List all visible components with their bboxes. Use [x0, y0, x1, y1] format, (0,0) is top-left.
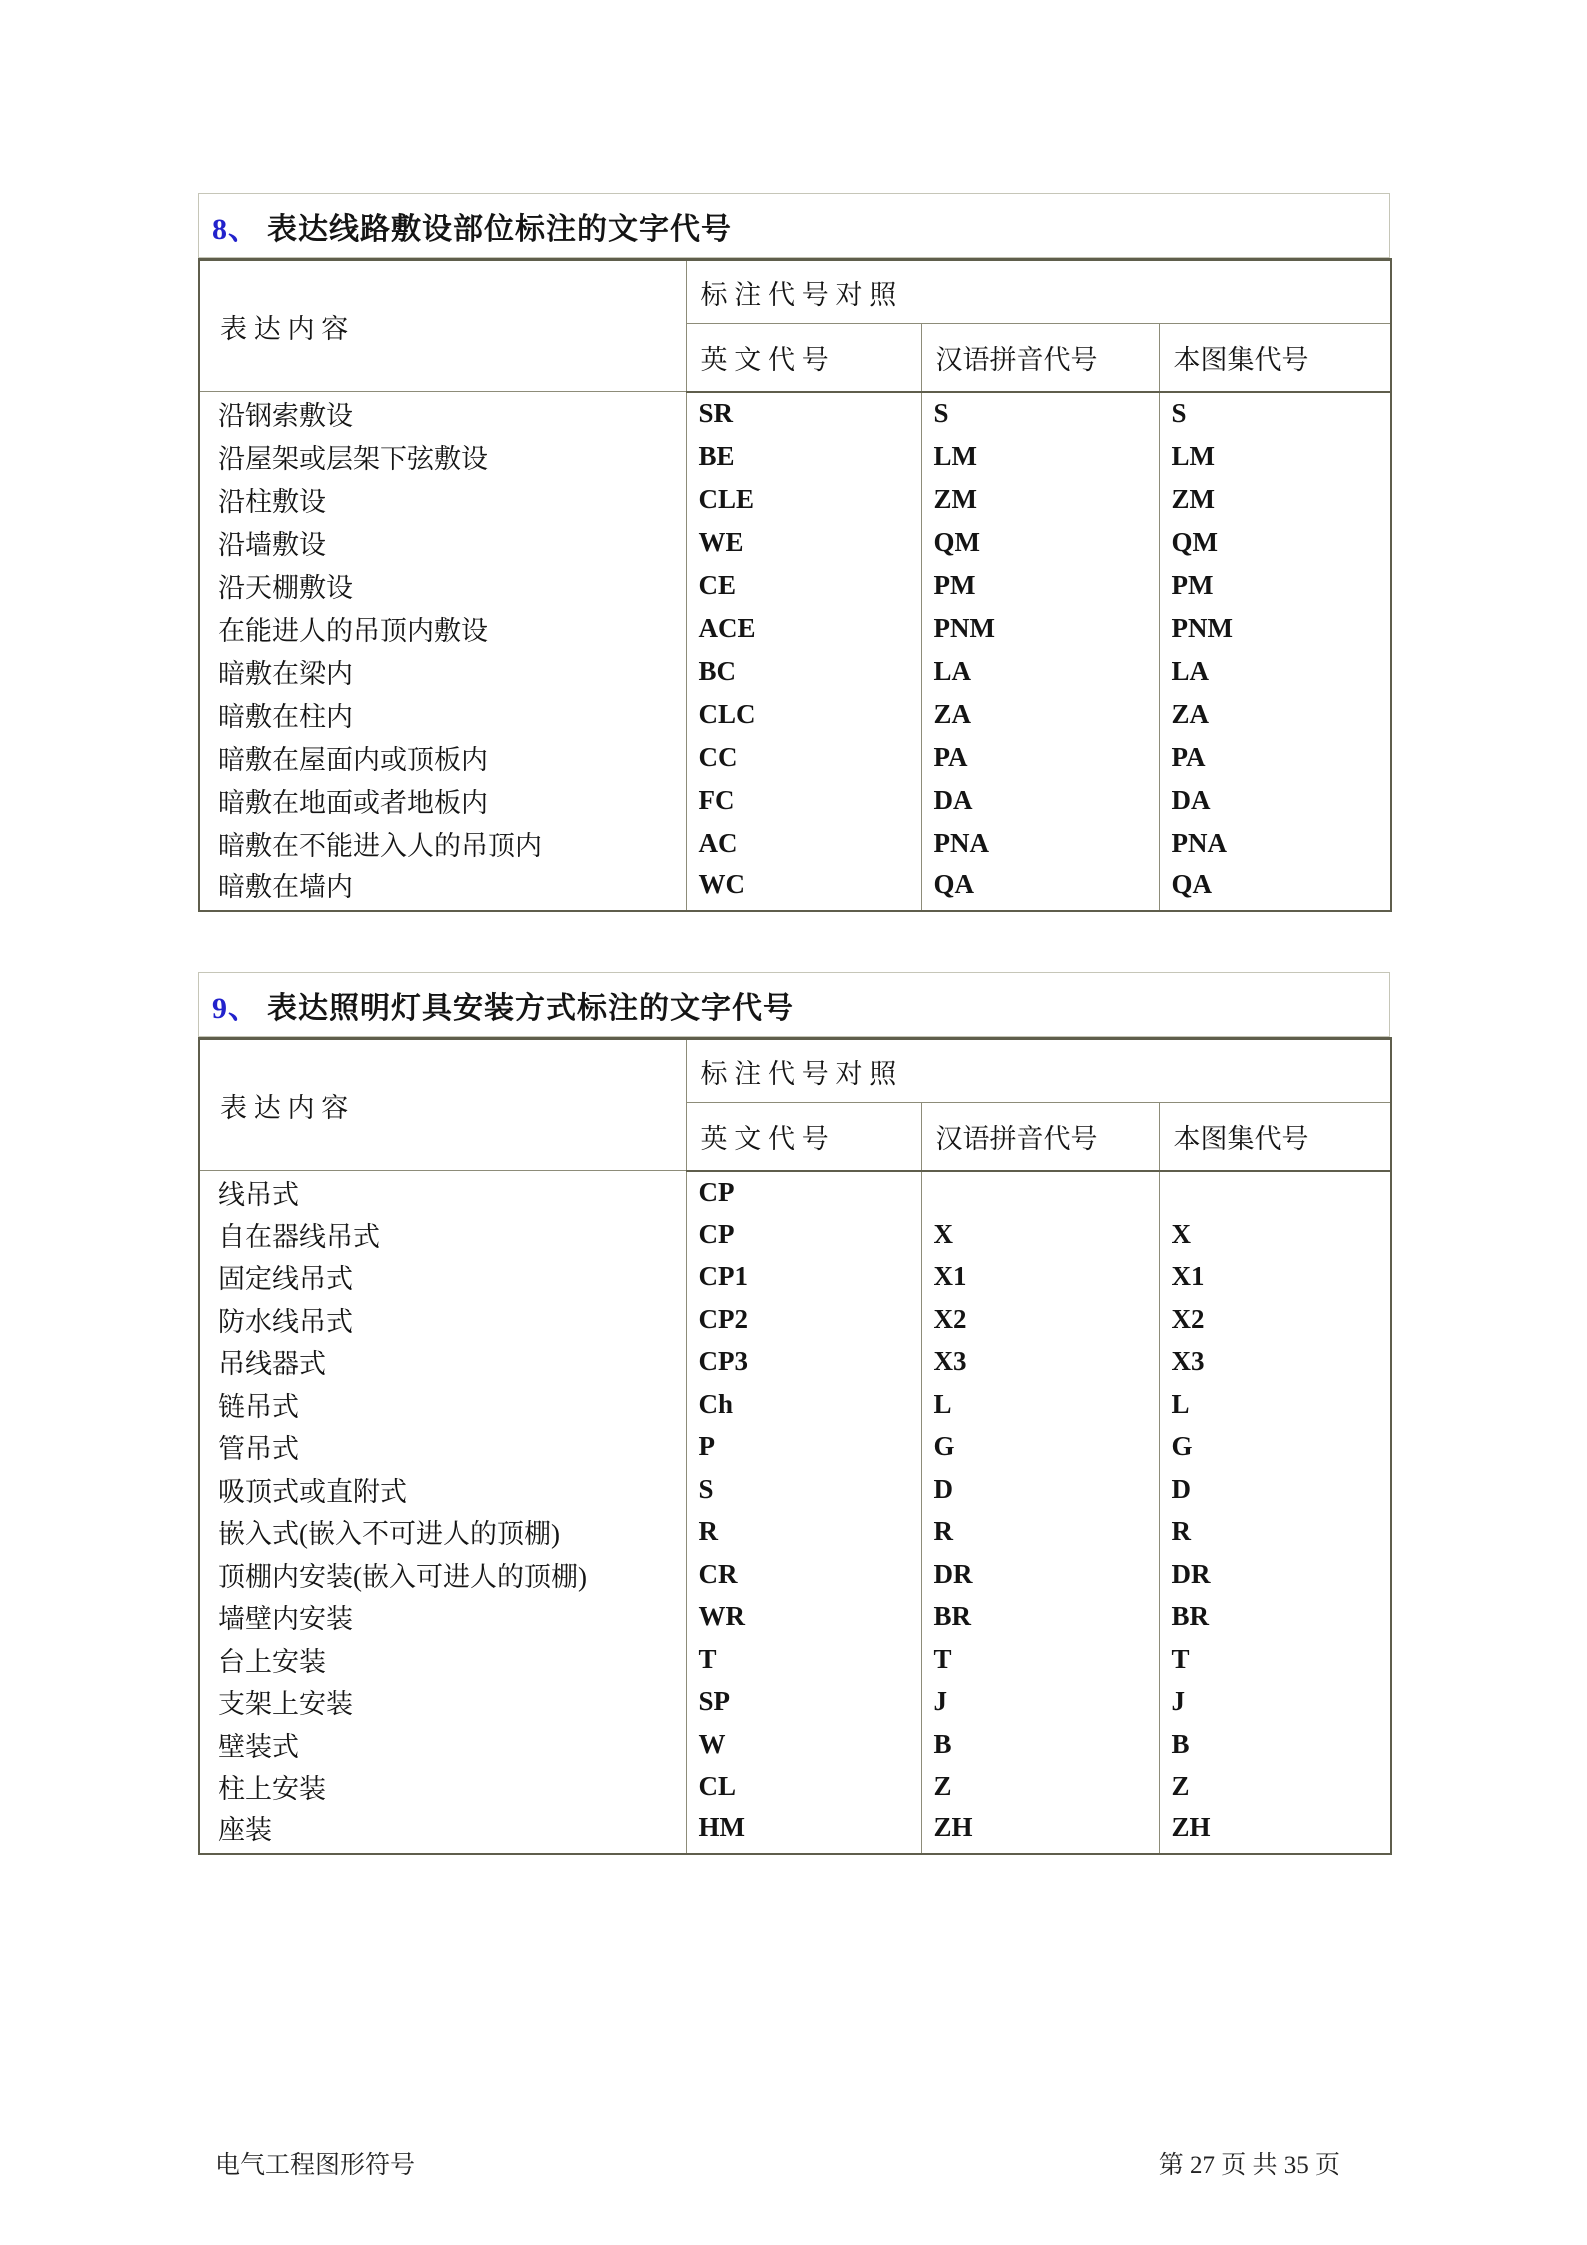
- row-code-cell: DR: [1159, 1553, 1391, 1596]
- row-label-cell: 顶棚内安装(嵌入可进人的顶棚): [199, 1553, 686, 1596]
- row-label-cell: 沿柱敷设: [199, 478, 686, 521]
- table-row: [199, 392, 1391, 435]
- row-code-cell: DR: [921, 1553, 1159, 1596]
- section-title: [198, 972, 1390, 1037]
- table-row: [199, 1596, 1391, 1639]
- atlas-code-header: 本图集代号: [1159, 1103, 1391, 1171]
- row-code-cell: QM: [1159, 521, 1391, 564]
- section-number: 9、: [212, 991, 259, 1025]
- row-code-cell: ZA: [921, 693, 1159, 736]
- row-label-cell: 防水线吊式: [199, 1298, 686, 1341]
- row-code-cell: CP2: [686, 1298, 921, 1341]
- row-code-cell: PA: [1159, 736, 1391, 779]
- table-row: [199, 1426, 1391, 1469]
- row-code-cell: B: [921, 1723, 1159, 1766]
- row-label-cell: 支架上安装: [199, 1681, 686, 1724]
- row-code-cell: CP3: [686, 1341, 921, 1384]
- table-row: [199, 822, 1391, 865]
- row-code-cell: CP: [686, 1213, 921, 1256]
- table-header-row: [199, 260, 1391, 324]
- table-row: [199, 1638, 1391, 1681]
- row-code-cell: CC: [686, 736, 921, 779]
- row-label-cell: 暗敷在地面或者地板内: [199, 779, 686, 822]
- table-row: [199, 1766, 1391, 1809]
- footer-page-number: 第 27 页 共 35 页: [1158, 2152, 1340, 2179]
- row-code-cell: W: [686, 1723, 921, 1766]
- row-code-cell: PM: [1159, 564, 1391, 607]
- row-label-cell: 暗敷在屋面内或顶板内: [199, 736, 686, 779]
- table-body: [199, 1171, 1391, 1855]
- row-code-cell: P: [686, 1426, 921, 1469]
- cable-laying-codes-section: [198, 193, 1390, 912]
- row-code-cell: J: [921, 1681, 1159, 1724]
- row-code-cell: SP: [686, 1681, 921, 1724]
- row-code-cell: D: [1159, 1468, 1391, 1511]
- table-row: [199, 1553, 1391, 1596]
- row-code-cell: PNM: [921, 607, 1159, 650]
- section-title-text: 表达线路敷设部位标注的文字代号: [267, 212, 732, 246]
- row-code-cell: ACE: [686, 607, 921, 650]
- table-row: [199, 435, 1391, 478]
- row-code-cell: X1: [1159, 1256, 1391, 1299]
- table-row: [199, 1341, 1391, 1384]
- row-label-cell: 管吊式: [199, 1426, 686, 1469]
- row-code-cell: ZH: [921, 1808, 1159, 1854]
- page-footer: [0, 2150, 1587, 2182]
- row-code-cell: PNA: [921, 822, 1159, 865]
- table-row: [199, 1681, 1391, 1724]
- table-row: [199, 693, 1391, 736]
- row-code-cell: CE: [686, 564, 921, 607]
- row-code-cell: QM: [921, 521, 1159, 564]
- row-code-cell: BR: [921, 1596, 1159, 1639]
- row-label-cell: 暗敷在墙内: [199, 865, 686, 911]
- table-row: [199, 736, 1391, 779]
- row-label-cell: 沿屋架或层架下弦敷设: [199, 435, 686, 478]
- row-code-cell: [921, 1171, 1159, 1214]
- row-label-cell: 暗敷在柱内: [199, 693, 686, 736]
- row-code-cell: R: [686, 1511, 921, 1554]
- row-label-cell: 自在器线吊式: [199, 1213, 686, 1256]
- row-code-cell: LA: [921, 650, 1159, 693]
- row-code-cell: BE: [686, 435, 921, 478]
- row-code-cell: S: [921, 392, 1159, 435]
- row-code-cell: J: [1159, 1681, 1391, 1724]
- row-code-cell: CL: [686, 1766, 921, 1809]
- row-label-cell: 柱上安装: [199, 1766, 686, 1809]
- row-code-cell: Z: [1159, 1766, 1391, 1809]
- table-row: [199, 564, 1391, 607]
- row-code-cell: WR: [686, 1596, 921, 1639]
- row-code-cell: PM: [921, 564, 1159, 607]
- row-code-cell: LA: [1159, 650, 1391, 693]
- row-label-cell: 线吊式: [199, 1171, 686, 1214]
- table-row: [199, 1511, 1391, 1554]
- row-code-cell: X3: [921, 1341, 1159, 1384]
- row-label-cell: 吊线器式: [199, 1341, 686, 1384]
- row-code-cell: DA: [1159, 779, 1391, 822]
- table-body: [199, 392, 1391, 911]
- row-code-cell: X: [1159, 1213, 1391, 1256]
- row-label-cell: 沿天棚敷设: [199, 564, 686, 607]
- row-label-cell: 链吊式: [199, 1383, 686, 1426]
- row-label-cell: 在能进人的吊顶内敷设: [199, 607, 686, 650]
- table-row: [199, 1298, 1391, 1341]
- row-code-cell: BC: [686, 650, 921, 693]
- row-code-cell: X2: [921, 1298, 1159, 1341]
- english-code-header: 英 文 代 号: [686, 1103, 921, 1171]
- row-code-cell: ZA: [1159, 693, 1391, 736]
- row-code-cell: S: [686, 1468, 921, 1511]
- atlas-code-header: 本图集代号: [1159, 324, 1391, 392]
- pinyin-code-header: 汉语拼音代号: [921, 1103, 1159, 1171]
- row-code-cell: SR: [686, 392, 921, 435]
- row-code-cell: X3: [1159, 1341, 1391, 1384]
- row-code-cell: Ch: [686, 1383, 921, 1426]
- row-code-cell: WE: [686, 521, 921, 564]
- row-label-cell: 壁装式: [199, 1723, 686, 1766]
- content-column-header: 表 达 内 容: [199, 260, 686, 392]
- row-code-cell: HM: [686, 1808, 921, 1854]
- row-code-cell: WC: [686, 865, 921, 911]
- table-row: [199, 1723, 1391, 1766]
- code-comparison-header: 标 注 代 号 对 照: [686, 260, 1391, 324]
- row-code-cell: T: [921, 1638, 1159, 1681]
- row-code-cell: BR: [1159, 1596, 1391, 1639]
- table-row: [199, 1383, 1391, 1426]
- row-code-cell: ZM: [921, 478, 1159, 521]
- row-code-cell: Z: [921, 1766, 1159, 1809]
- row-code-cell: R: [921, 1511, 1159, 1554]
- table-row: [199, 1468, 1391, 1511]
- row-label-cell: 墙壁内安装: [199, 1596, 686, 1639]
- row-label-cell: 沿钢索敷设: [199, 392, 686, 435]
- row-code-cell: PNM: [1159, 607, 1391, 650]
- row-code-cell: R: [1159, 1511, 1391, 1554]
- row-label-cell: 嵌入式(嵌入不可进人的顶棚): [199, 1511, 686, 1554]
- row-label-cell: 固定线吊式: [199, 1256, 686, 1299]
- table-row: [199, 478, 1391, 521]
- table-row: [199, 779, 1391, 822]
- row-code-cell: PA: [921, 736, 1159, 779]
- row-code-cell: CLC: [686, 693, 921, 736]
- row-code-cell: L: [1159, 1383, 1391, 1426]
- table-row: [199, 1256, 1391, 1299]
- table-row: [199, 650, 1391, 693]
- row-code-cell: QA: [921, 865, 1159, 911]
- table-row: [199, 865, 1391, 911]
- cable-laying-codes-table: [198, 258, 1392, 912]
- pinyin-code-header: 汉语拼音代号: [921, 324, 1159, 392]
- section-title-text: 表达照明灯具安装方式标注的文字代号: [267, 991, 794, 1025]
- row-code-cell: [1159, 1171, 1391, 1214]
- luminaire-mounting-codes-section: [198, 972, 1390, 1855]
- row-code-cell: D: [921, 1468, 1159, 1511]
- row-code-cell: AC: [686, 822, 921, 865]
- row-code-cell: LM: [921, 435, 1159, 478]
- english-code-header: 英 文 代 号: [686, 324, 921, 392]
- row-code-cell: X2: [1159, 1298, 1391, 1341]
- row-code-cell: CLE: [686, 478, 921, 521]
- table-row: [199, 607, 1391, 650]
- row-code-cell: L: [921, 1383, 1159, 1426]
- code-comparison-header: 标 注 代 号 对 照: [686, 1039, 1391, 1103]
- table-row: [199, 1171, 1391, 1214]
- row-code-cell: CP1: [686, 1256, 921, 1299]
- row-code-cell: ZH: [1159, 1808, 1391, 1854]
- row-label-cell: 暗敷在梁内: [199, 650, 686, 693]
- content-column-header: 表 达 内 容: [199, 1039, 686, 1171]
- section-number: 8、: [212, 212, 259, 246]
- table-row: [199, 1213, 1391, 1256]
- row-label-cell: 台上安装: [199, 1638, 686, 1681]
- row-code-cell: B: [1159, 1723, 1391, 1766]
- row-code-cell: CR: [686, 1553, 921, 1596]
- row-code-cell: QA: [1159, 865, 1391, 911]
- row-code-cell: FC: [686, 779, 921, 822]
- row-code-cell: LM: [1159, 435, 1391, 478]
- row-code-cell: X: [921, 1213, 1159, 1256]
- row-label-cell: 沿墙敷设: [199, 521, 686, 564]
- table-row: [199, 1808, 1391, 1854]
- luminaire-mounting-codes-table: [198, 1037, 1392, 1855]
- row-code-cell: CP: [686, 1171, 921, 1214]
- row-code-cell: G: [1159, 1426, 1391, 1469]
- section-title: [198, 193, 1390, 258]
- row-label-cell: 吸顶式或直附式: [199, 1468, 686, 1511]
- row-code-cell: ZM: [1159, 478, 1391, 521]
- row-code-cell: T: [686, 1638, 921, 1681]
- row-code-cell: PNA: [1159, 822, 1391, 865]
- row-label-cell: 座装: [199, 1808, 686, 1854]
- table-header-row: [199, 1039, 1391, 1103]
- row-code-cell: G: [921, 1426, 1159, 1469]
- row-code-cell: X1: [921, 1256, 1159, 1299]
- row-code-cell: DA: [921, 779, 1159, 822]
- row-label-cell: 暗敷在不能进入人的吊顶内: [199, 822, 686, 865]
- row-code-cell: S: [1159, 392, 1391, 435]
- table-row: [199, 521, 1391, 564]
- row-code-cell: T: [1159, 1638, 1391, 1681]
- footer-document-title: 电气工程图形符号: [215, 2152, 416, 2179]
